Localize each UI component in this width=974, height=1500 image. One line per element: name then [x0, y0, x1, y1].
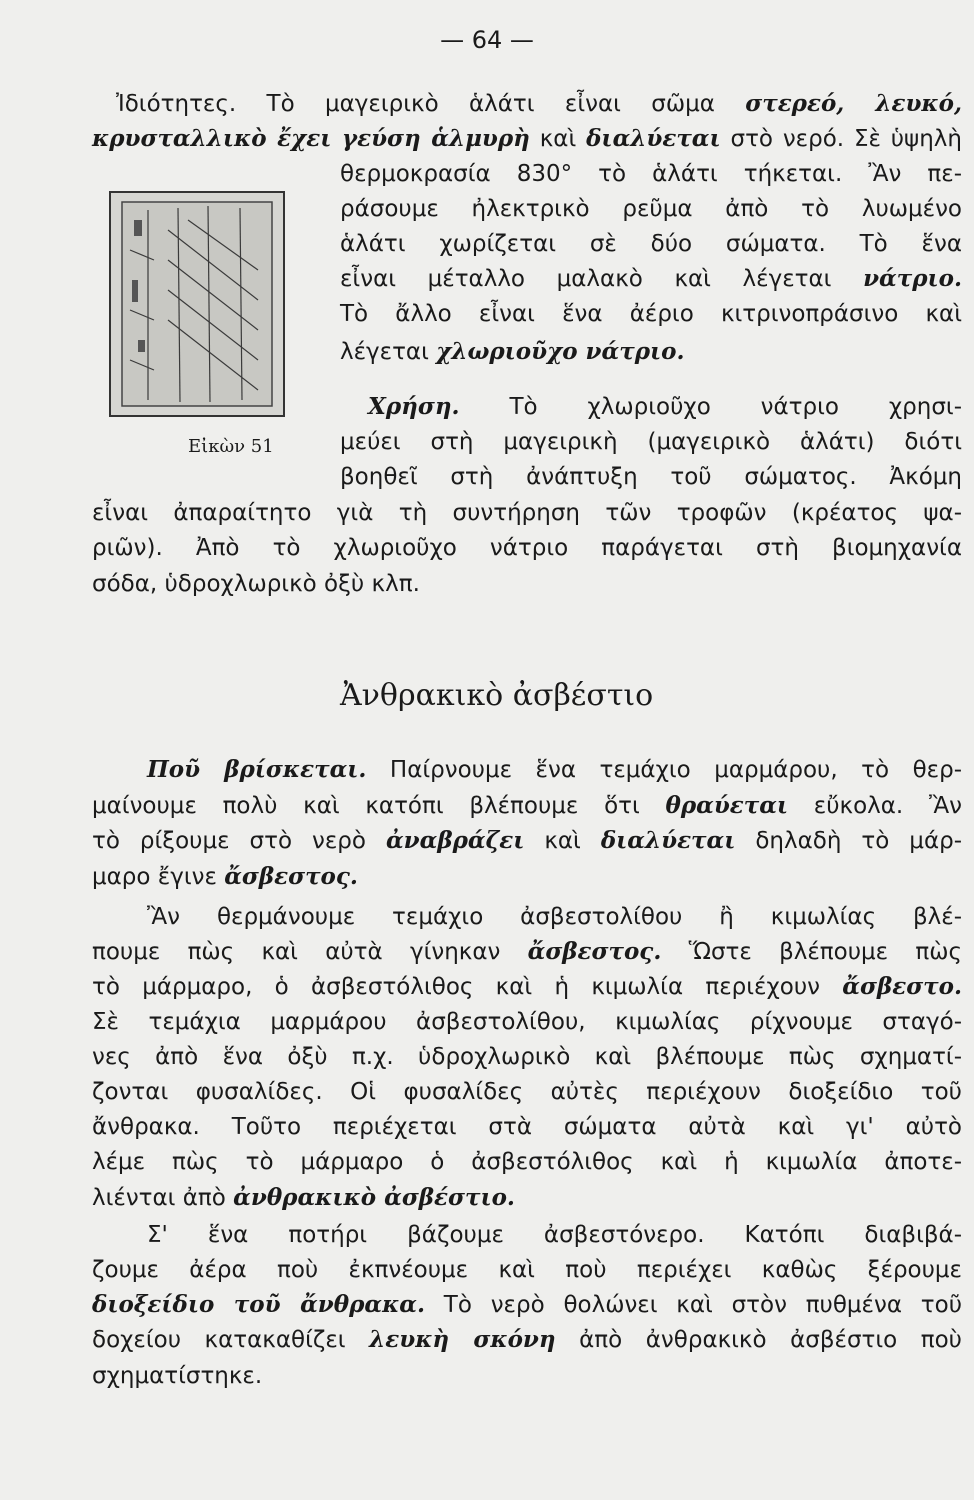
- text-run: εἶναι μέταλλο μαλακὸ καὶ λέγεται: [340, 266, 864, 292]
- text-line: [92, 1078, 962, 1106]
- text-run: πουμε πὼς καὶ αὐτὰ γίνηκαν: [92, 939, 528, 965]
- text-run: δοχείου κατακαθίζει: [92, 1327, 370, 1353]
- text-run: καὶ: [524, 828, 601, 854]
- text-line: [92, 1043, 962, 1071]
- text-line: [92, 1008, 962, 1036]
- text-run: Παίρνουμε ἕνα τεμάχιο μαρμάρου, τὸ θερ-: [366, 757, 962, 783]
- emphasized-term: ἀναβράζει: [385, 827, 525, 854]
- emphasized-term: Χρήση.: [368, 393, 460, 420]
- figure-caption: Εἰκὼν 51: [188, 436, 274, 457]
- page-number: — 64 —: [440, 26, 534, 54]
- emphasized-term: ἄσβεστος.: [224, 863, 358, 890]
- text-run: Τὸ χλωριοῦχο νάτριο χρησι-: [459, 394, 962, 420]
- text-line: [116, 90, 962, 118]
- text-line: [340, 338, 684, 366]
- emphasized-term: στερεό, λευκό,: [745, 90, 963, 117]
- text-run: μαίνουμε πολὺ καὶ κατόπι βλέπουμε ὅτι: [92, 793, 666, 819]
- text-run: μεύει στὴ μαγειρικὴ (μαγειρικὸ ἁλάτι) διότι: [340, 429, 962, 455]
- text-run: λέγεται: [340, 339, 437, 365]
- text-run: Τὸ νερὸ θολώνει καὶ στὸν πυθμένα τοῦ: [425, 1292, 962, 1318]
- text-line: [340, 428, 962, 456]
- text-run: λιένται ἀπὸ: [92, 1185, 234, 1211]
- text-line: [92, 1291, 962, 1319]
- salt-crystal-icon: [108, 190, 286, 418]
- text-line: [368, 393, 962, 421]
- text-run: ἀπὸ ἀνθρακικὸ ἀσβέστιο ποὺ: [555, 1327, 962, 1353]
- text-line: [340, 463, 962, 491]
- text-line: [92, 1148, 962, 1176]
- emphasized-term: θραύεται: [665, 792, 789, 819]
- text-line: [92, 863, 358, 891]
- emphasized-term: Ποῦ βρίσκεται.: [147, 756, 367, 783]
- text-run: ἄνθρακα. Τοῦτο περιέχεται στὰ σώματα αὐτὰ καὶ γι' αὐτὸ: [92, 1114, 962, 1140]
- text-run: Ὥστε βλέπουμε πὼς: [661, 939, 962, 965]
- text-run: νες ἀπὸ ἕνα ὀξὺ π.χ. ὑδροχλωρικὸ καὶ βλέπουμε πὼς σχηματί-: [92, 1044, 962, 1070]
- text-line: [147, 903, 962, 931]
- emphasized-term: διαλύεται: [600, 827, 736, 854]
- text-line: [147, 1221, 962, 1249]
- emphasized-term: διαλύεται: [586, 125, 721, 152]
- text-run: δηλαδὴ τὸ μάρ-: [735, 828, 963, 854]
- emphasized-term: νάτριο.: [863, 265, 962, 292]
- section-heading: Ἀνθρακικὸ ἀσβέστιο: [340, 678, 654, 713]
- text-line: [340, 160, 962, 188]
- text-run: ζονται φυσαλίδες. Οἱ φυσαλίδες αὐτὲς περιέχουν διοξείδιο τοῦ: [92, 1079, 962, 1105]
- text-run: μαρο ἔγινε: [92, 864, 225, 890]
- emphasized-term: λευκὴ σκόνη: [369, 1326, 556, 1353]
- text-line: [92, 125, 962, 153]
- text-run: θερμοκρασία 830° τὸ ἁλάτι τήκεται. Ἂν πε-: [340, 161, 962, 187]
- emphasized-term: διοξείδιο τοῦ ἄνθρακα.: [92, 1291, 426, 1318]
- text-line: [340, 230, 962, 258]
- text-line: [92, 499, 962, 527]
- text-run: ἁλάτι χωρίζεται σὲ δύο σώματα. Τὸ ἕνα: [340, 231, 962, 257]
- emphasized-term: ἄσβεστο.: [842, 973, 962, 1000]
- emphasized-term: ἀνθρακικὸ ἀσβέστιο.: [233, 1184, 515, 1211]
- text-line: [340, 300, 962, 328]
- text-line: [92, 1326, 962, 1354]
- text-run: λέμε πὼς τὸ μάρμαρο ὁ ἀσβεστόλιθος καὶ ἡ κιμωλία ἀποτε-: [92, 1149, 962, 1175]
- text-run: σόδα, ὑδροχλωρικὸ ὀξὺ κλπ.: [92, 571, 420, 597]
- text-line: [92, 792, 962, 820]
- text-run: τὸ ρίξουμε στὸ νερὸ: [92, 828, 386, 854]
- text-line: [92, 1256, 962, 1284]
- emphasized-term: ἄσβεστος.: [527, 938, 662, 965]
- text-run: Τὸ ἄλλο εἶναι ἕνα ἀέριο κιτρινοπράσινο καὶ: [340, 301, 962, 327]
- text-run: ριῶν). Ἀπὸ τὸ χλωριοῦχο νάτριο παράγεται στὴ βιομηχανία: [92, 535, 962, 561]
- text-line: [92, 1362, 262, 1390]
- text-line: [92, 1184, 515, 1212]
- text-line: [340, 195, 962, 223]
- text-run: βοηθεῖ στὴ ἀνάπτυξη τοῦ σώματος. Ἀκόμη: [340, 464, 962, 490]
- text-run: Σ' ἕνα ποτήρι βάζουμε ἀσβεστόνερο. Κατόπι διαβιβά-: [147, 1222, 962, 1248]
- text-line: [92, 938, 962, 966]
- text-run: καὶ: [529, 126, 587, 152]
- emphasized-term: χλωριοῦχο νάτριο.: [436, 338, 685, 365]
- text-run: σχηματίστηκε.: [92, 1363, 263, 1389]
- text-run: Ἰδιότητες. Τὸ μαγειρικὸ ἁλάτι εἶναι σῶμα: [116, 91, 746, 117]
- emphasized-term: κρυσταλλικὸ ἔχει γεύση ἁλμυρὴ: [92, 125, 530, 152]
- text-run: εὔκολα. Ἂν: [788, 793, 962, 819]
- text-line: [340, 265, 962, 293]
- text-line: [92, 973, 962, 1001]
- text-line: [147, 756, 962, 784]
- text-line: [92, 534, 962, 562]
- figure-51: [108, 190, 286, 418]
- text-run: ράσουμε ἠλεκτρικὸ ρεῦμα ἀπὸ τὸ λυωμένο: [340, 196, 962, 222]
- text-run: τὸ μάρμαρο, ὁ ἀσβεστόλιθος καὶ ἡ κιμωλία περιέχουν: [92, 974, 843, 1000]
- text-line: [92, 570, 420, 598]
- text-run: στὸ νερό. Σὲ ὑψηλὴ: [720, 126, 962, 152]
- text-run: εἶναι ἀπαραίτητο γιὰ τὴ συντήρηση τῶν τροφῶν (κρέατος ψα-: [92, 500, 962, 526]
- text-line: [92, 1113, 962, 1141]
- text-run: Σὲ τεμάχια μαρμάρου ἀσβεστολίθου, κιμωλίας ρίχνουμε σταγό-: [92, 1009, 962, 1035]
- text-line: [92, 827, 962, 855]
- text-run: ζουμε ἀέρα ποὺ ἐκπνέουμε καὶ ποὺ περιέχει καθὼς ξέρουμε: [92, 1257, 962, 1283]
- text-run: Ἂν θερμάνουμε τεμάχιο ἀσβεστολίθου ἢ κιμωλίας βλέ-: [147, 904, 962, 930]
